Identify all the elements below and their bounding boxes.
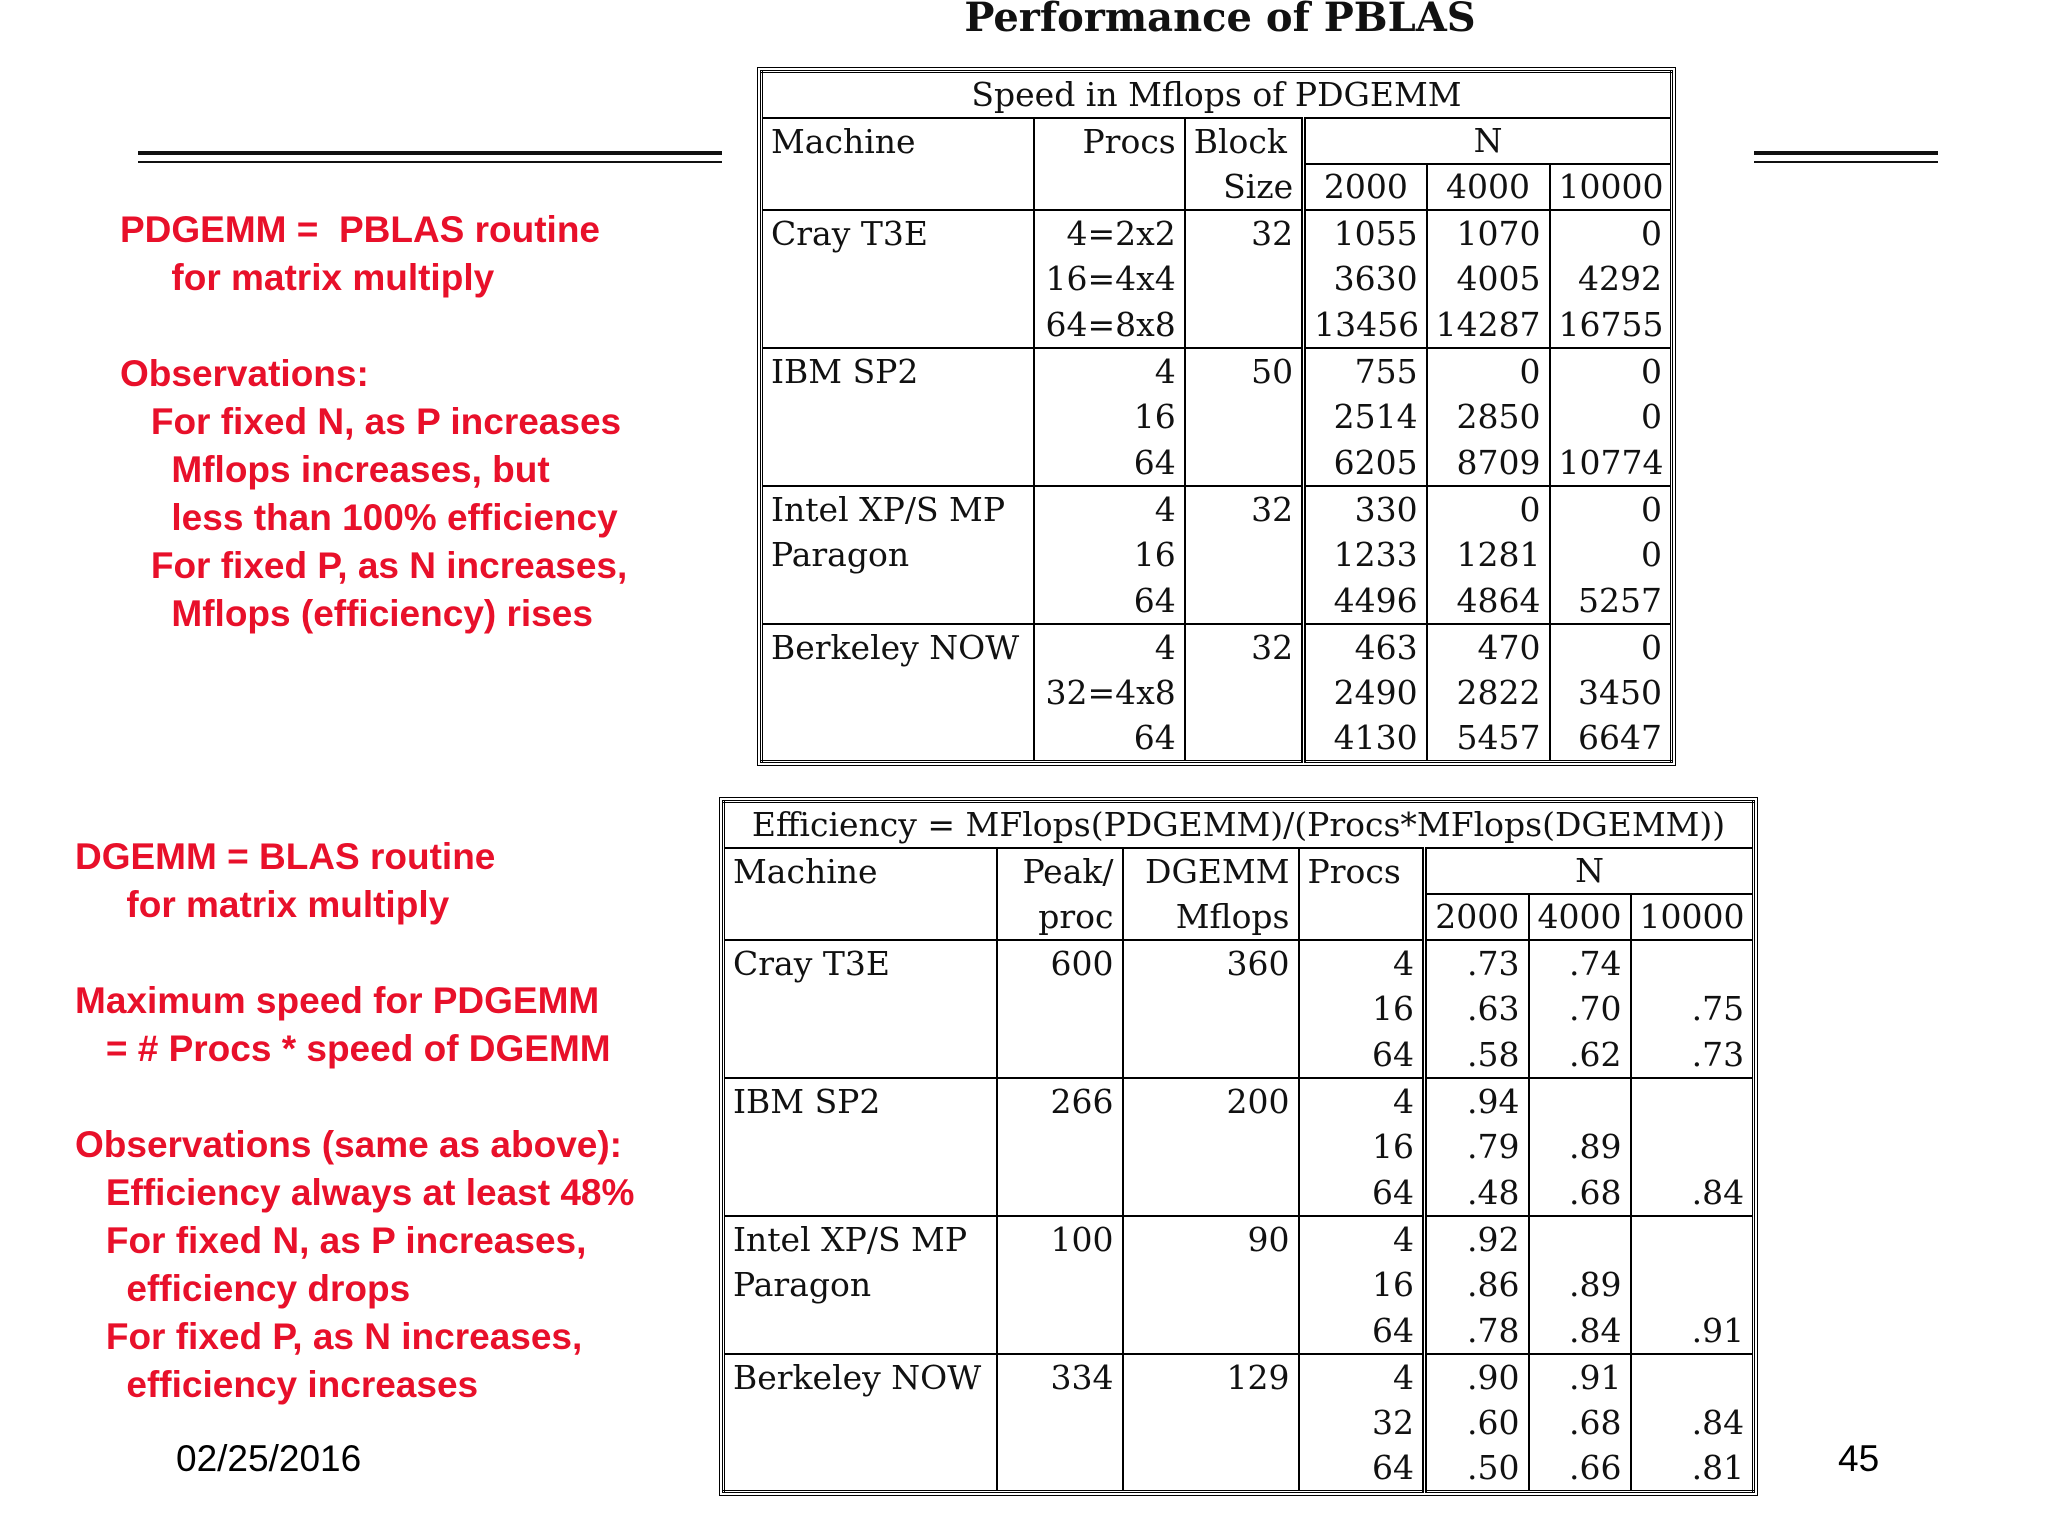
speed-row — [762, 348, 1672, 394]
procs-cell: 64 — [1034, 578, 1185, 624]
peak-cell — [997, 1032, 1123, 1078]
machine-cell: Paragon — [733, 1265, 872, 1304]
efficiency-cell: .75 — [1631, 986, 1754, 1032]
slide-date: 02/25/2016 — [176, 1438, 362, 1479]
machine-cell: Cray T3E — [771, 213, 928, 253]
speed-row — [762, 578, 1672, 624]
speed-row — [762, 256, 1672, 302]
machine-cell — [724, 1170, 997, 1216]
note-line: For fixed N, as P increases — [120, 401, 622, 442]
efficiency-cell: .91 — [1529, 1354, 1631, 1400]
note-line: Efficiency always at least 48% — [75, 1172, 635, 1213]
efficiency-row — [724, 1170, 1754, 1216]
procs-cell: 4=2x2 — [1034, 210, 1185, 256]
speed-header-n-4000: 4000 — [1427, 164, 1550, 210]
mflops-cell: 3630 — [1304, 256, 1427, 302]
efficiency-cell: .84 — [1631, 1170, 1754, 1216]
speed-header-n: N — [1304, 118, 1672, 164]
peak-cell — [997, 1400, 1123, 1446]
machine-cell: Berkeley NOW — [724, 1354, 997, 1400]
note-line — [75, 929, 634, 977]
mflops-cell: 8709 — [1427, 440, 1550, 486]
peak-cell — [997, 1308, 1123, 1354]
procs-cell: 16 — [1299, 1262, 1425, 1308]
machine-cell — [762, 302, 1034, 348]
mflops-cell: 755 — [1304, 348, 1427, 394]
procs-cell: 16 — [1034, 394, 1185, 440]
eff-header-n-4000: 4000 — [1529, 894, 1631, 940]
mflops-cell: 4496 — [1304, 578, 1427, 624]
note-line: efficiency drops — [75, 1268, 411, 1309]
block-size-cell: 50 — [1185, 348, 1304, 394]
procs-cell: 4 — [1299, 1216, 1425, 1262]
mflops-cell: 2514 — [1304, 394, 1427, 440]
block-size-cell: 32 — [1185, 486, 1304, 532]
efficiency-cell — [1631, 1354, 1754, 1400]
peak-cell — [997, 986, 1123, 1032]
speed-row — [762, 486, 1672, 532]
mflops-cell: 3450 — [1550, 670, 1672, 716]
mflops-cell: 0 — [1550, 486, 1672, 532]
speed-header-block: Block — [1185, 118, 1304, 164]
efficiency-cell: .66 — [1529, 1446, 1631, 1492]
dgemm-cell — [1123, 1446, 1299, 1492]
speed-header-n-10000: 10000 — [1550, 164, 1672, 210]
mflops-cell: 470 — [1427, 624, 1550, 670]
dgemm-notes — [75, 833, 634, 1409]
machine-cell — [762, 716, 1034, 762]
efficiency-cell: .73 — [1631, 1032, 1754, 1078]
mflops-cell: 330 — [1304, 486, 1427, 532]
mflops-cell: 0 — [1550, 394, 1672, 440]
efficiency-cell: .63 — [1425, 986, 1529, 1032]
eff-header-peak: Peak/ — [997, 848, 1123, 894]
note-line — [75, 1073, 634, 1121]
peak-cell: 334 — [997, 1354, 1123, 1400]
efficiency-table-caption: Efficiency = MFlops(PDGEMM)/(Procs*MFlops(DGEMM)) — [724, 802, 1754, 848]
note-line: PDGEMM = PBLAS routine — [120, 209, 601, 250]
machine-cell — [762, 394, 1034, 440]
efficiency-cell — [1631, 1262, 1754, 1308]
dgemm-cell — [1123, 1170, 1299, 1216]
mflops-cell: 5457 — [1427, 716, 1550, 762]
eff-header-proc: proc — [997, 894, 1123, 940]
mflops-cell: 6205 — [1304, 440, 1427, 486]
block-size-cell — [1185, 532, 1304, 578]
efficiency-row — [724, 1078, 1754, 1124]
mflops-cell: 4864 — [1427, 578, 1550, 624]
note-line: For fixed P, as N increases, — [120, 545, 628, 586]
procs-cell: 64 — [1299, 1308, 1425, 1354]
speed-row — [762, 670, 1672, 716]
note-line: DGEMM = BLAS routine — [75, 836, 496, 877]
dgemm-cell: 129 — [1123, 1354, 1299, 1400]
efficiency-cell: .89 — [1529, 1262, 1631, 1308]
speed-row — [762, 302, 1672, 348]
block-size-cell — [1185, 440, 1304, 486]
mflops-cell: 16755 — [1550, 302, 1672, 348]
machine-cell — [724, 1124, 997, 1170]
efficiency-cell: .89 — [1529, 1124, 1631, 1170]
procs-cell: 4 — [1034, 486, 1185, 532]
efficiency-row — [724, 940, 1754, 986]
note-line: for matrix multiply — [120, 257, 495, 298]
mflops-cell: 4292 — [1550, 256, 1672, 302]
efficiency-cell: .92 — [1425, 1216, 1529, 1262]
efficiency-row — [724, 986, 1754, 1032]
block-size-cell — [1185, 302, 1304, 348]
efficiency-row — [724, 1216, 1754, 1262]
block-size-cell: 32 — [1185, 624, 1304, 670]
efficiency-row — [724, 1446, 1754, 1492]
dgemm-cell — [1123, 986, 1299, 1032]
efficiency-cell: .81 — [1631, 1446, 1754, 1492]
note-line: Observations (same as above): — [75, 1124, 622, 1165]
efficiency-cell: .79 — [1425, 1124, 1529, 1170]
machine-cell: Cray T3E — [733, 943, 890, 983]
efficiency-row — [724, 1354, 1754, 1400]
efficiency-cell: .48 — [1425, 1170, 1529, 1216]
mflops-cell: 0 — [1550, 624, 1672, 670]
efficiency-cell — [1631, 1216, 1754, 1262]
peak-cell: 266 — [997, 1078, 1123, 1124]
mflops-cell: 1233 — [1304, 532, 1427, 578]
dgemm-cell: 200 — [1123, 1078, 1299, 1124]
dgemm-cell: 360 — [1123, 940, 1299, 986]
procs-cell: 4 — [1034, 624, 1185, 670]
mflops-cell: 0 — [1550, 348, 1672, 394]
mflops-cell: 4005 — [1427, 256, 1550, 302]
machine-cell — [724, 1308, 997, 1354]
block-size-cell — [1185, 670, 1304, 716]
machine-cell — [762, 670, 1034, 716]
note-line: efficiency increases — [75, 1364, 479, 1405]
block-size-cell — [1185, 578, 1304, 624]
dgemm-cell — [1123, 1124, 1299, 1170]
machine-cell — [724, 1400, 997, 1446]
eff-header-mflops: Mflops — [1123, 894, 1299, 940]
efficiency-cell: .70 — [1529, 986, 1631, 1032]
procs-cell: 4 — [1299, 1354, 1425, 1400]
procs-cell: 64 — [1034, 440, 1185, 486]
note-line: Mflops (efficiency) rises — [120, 593, 593, 634]
title-rule-left — [138, 151, 722, 163]
efficiency-cell — [1631, 1124, 1754, 1170]
machine-cell: Intel XP/S MP — [762, 486, 1034, 532]
efficiency-cell: .60 — [1425, 1400, 1529, 1446]
procs-cell: 16 — [1034, 532, 1185, 578]
procs-cell: 32 — [1299, 1400, 1425, 1446]
efficiency-row — [724, 1400, 1754, 1446]
dgemm-cell — [1123, 1400, 1299, 1446]
efficiency-cell: .94 — [1425, 1078, 1529, 1124]
speed-row — [762, 394, 1672, 440]
efficiency-cell: .86 — [1425, 1262, 1529, 1308]
efficiency-cell — [1529, 1216, 1631, 1262]
mflops-cell: 2850 — [1427, 394, 1550, 440]
speed-row — [762, 532, 1672, 578]
procs-cell: 4 — [1299, 940, 1425, 986]
eff-header-n-10000: 10000 — [1631, 894, 1754, 940]
mflops-cell: 1070 — [1427, 210, 1550, 256]
procs-cell: 64=8x8 — [1034, 302, 1185, 348]
machine-cell: IBM SP2 — [762, 348, 1034, 394]
peak-cell — [997, 1170, 1123, 1216]
mflops-cell: 463 — [1304, 624, 1427, 670]
procs-cell: 64 — [1034, 716, 1185, 762]
note-line — [120, 302, 627, 350]
procs-cell: 16=4x4 — [1034, 256, 1185, 302]
procs-cell: 64 — [1299, 1032, 1425, 1078]
efficiency-table — [722, 800, 1755, 1493]
block-size-cell — [1185, 716, 1304, 762]
efficiency-row — [724, 1124, 1754, 1170]
eff-header-n-2000: 2000 — [1425, 894, 1529, 940]
speed-table — [760, 70, 1673, 763]
peak-cell — [997, 1446, 1123, 1492]
mflops-cell: 0 — [1550, 210, 1672, 256]
mflops-cell: 0 — [1427, 486, 1550, 532]
dgemm-cell — [1123, 1262, 1299, 1308]
procs-cell: 16 — [1299, 1124, 1425, 1170]
note-line: For fixed N, as P increases, — [75, 1220, 587, 1261]
efficiency-row — [724, 1032, 1754, 1078]
machine-cell: IBM SP2 — [724, 1078, 997, 1124]
mflops-cell: 6647 — [1550, 716, 1672, 762]
efficiency-cell: .90 — [1425, 1354, 1529, 1400]
mflops-cell: 2490 — [1304, 670, 1427, 716]
note-line: Maximum speed for PDGEMM — [75, 980, 600, 1021]
procs-cell: 4 — [1034, 348, 1185, 394]
mflops-cell: 4130 — [1304, 716, 1427, 762]
note-line: For fixed P, as N increases, — [75, 1316, 583, 1357]
machine-cell: Paragon — [771, 535, 910, 574]
efficiency-row — [724, 1308, 1754, 1354]
peak-cell: 100 — [997, 1216, 1123, 1262]
mflops-cell: 0 — [1427, 348, 1550, 394]
speed-header-machine: Machine — [771, 121, 916, 161]
efficiency-cell — [1631, 1078, 1754, 1124]
efficiency-cell: .68 — [1529, 1170, 1631, 1216]
machine-cell — [724, 1032, 997, 1078]
procs-cell: 64 — [1299, 1446, 1425, 1492]
machine-cell — [762, 578, 1034, 624]
peak-cell — [997, 1262, 1123, 1308]
mflops-cell: 5257 — [1550, 578, 1672, 624]
speed-row — [762, 716, 1672, 762]
efficiency-cell — [1631, 940, 1754, 986]
speed-header-block-size: Size — [1185, 164, 1304, 210]
speed-row — [762, 440, 1672, 486]
speed-table-caption: Speed in Mflops of PDGEMM — [762, 72, 1672, 118]
eff-header-dgemm: DGEMM — [1123, 848, 1299, 894]
machine-cell: Intel XP/S MP — [724, 1216, 997, 1262]
note-line: = # Procs * speed of DGEMM — [75, 1028, 611, 1069]
speed-row — [762, 210, 1672, 256]
title-rule-right — [1754, 151, 1938, 163]
speed-header-n-2000: 2000 — [1304, 164, 1427, 210]
eff-header-procs: Procs — [1299, 848, 1425, 894]
note-line: less than 100% efficiency — [120, 497, 618, 538]
procs-cell: 64 — [1299, 1170, 1425, 1216]
efficiency-cell: .84 — [1631, 1400, 1754, 1446]
slide-title: Performance of PBLAS — [964, 0, 1476, 41]
efficiency-cell: .74 — [1529, 940, 1631, 986]
procs-cell: 16 — [1299, 986, 1425, 1032]
machine-cell — [724, 986, 997, 1032]
mflops-cell: 1281 — [1427, 532, 1550, 578]
peak-cell — [997, 1124, 1123, 1170]
machine-cell — [762, 256, 1034, 302]
dgemm-cell — [1123, 1308, 1299, 1354]
speed-row — [762, 624, 1672, 670]
efficiency-cell: .73 — [1425, 940, 1529, 986]
efficiency-cell: .91 — [1631, 1308, 1754, 1354]
efficiency-cell: .62 — [1529, 1032, 1631, 1078]
efficiency-cell: .78 — [1425, 1308, 1529, 1354]
mflops-cell: 10774 — [1550, 440, 1672, 486]
mflops-cell: 14287 — [1427, 302, 1550, 348]
eff-header-n: N — [1425, 848, 1754, 894]
machine-cell — [724, 1446, 997, 1492]
mflops-cell: 13456 — [1304, 302, 1427, 348]
block-size-cell — [1185, 256, 1304, 302]
procs-cell: 4 — [1299, 1078, 1425, 1124]
efficiency-cell: .68 — [1529, 1400, 1631, 1446]
dgemm-cell — [1123, 1032, 1299, 1078]
efficiency-cell: .50 — [1425, 1446, 1529, 1492]
machine-cell — [762, 440, 1034, 486]
note-line: Mflops increases, but — [120, 449, 550, 490]
pdgemm-notes — [120, 206, 627, 638]
mflops-cell: 2822 — [1427, 670, 1550, 716]
efficiency-cell: .84 — [1529, 1308, 1631, 1354]
page-number: 45 — [1838, 1438, 1880, 1479]
machine-cell: Berkeley NOW — [762, 624, 1034, 670]
efficiency-cell — [1529, 1078, 1631, 1124]
mflops-cell: 1055 — [1304, 210, 1427, 256]
mflops-cell: 0 — [1550, 532, 1672, 578]
eff-header-machine: Machine — [733, 851, 878, 891]
procs-cell: 32=4x8 — [1034, 670, 1185, 716]
block-size-cell: 32 — [1185, 210, 1304, 256]
efficiency-row — [724, 1262, 1754, 1308]
efficiency-cell: .58 — [1425, 1032, 1529, 1078]
peak-cell: 600 — [997, 940, 1123, 986]
speed-header-procs: Procs — [1034, 118, 1185, 164]
note-line: Observations: — [120, 353, 369, 394]
note-line: for matrix multiply — [75, 884, 450, 925]
block-size-cell — [1185, 394, 1304, 440]
dgemm-cell: 90 — [1123, 1216, 1299, 1262]
